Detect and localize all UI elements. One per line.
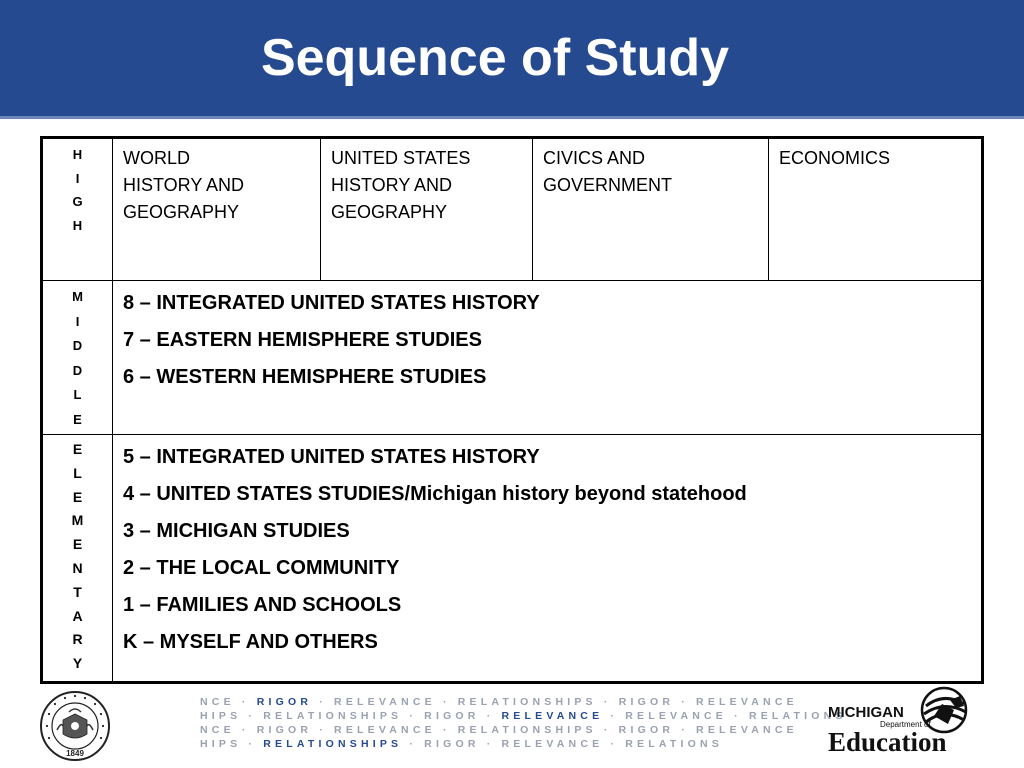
- tagline-row: [200, 737, 780, 751]
- logo-education: Education: [828, 727, 947, 757]
- grade-item: 2 – THE LOCAL COMMUNITY: [123, 557, 400, 579]
- level-letter: L: [73, 464, 82, 481]
- course-world-history: WORLD HISTORY AND GEOGRAPHY: [123, 148, 245, 222]
- logo-department: Department of: [880, 720, 931, 729]
- course-economics: ECONOMICS: [779, 148, 891, 168]
- tagline-text: HIPS ·: [200, 738, 264, 750]
- tagline-text: · RELEVANCE · RELATIONS: [603, 710, 847, 722]
- tagline-text: · RIGOR · RELEVANCE · RELATIONS: [402, 738, 723, 750]
- level-letter: N: [72, 559, 83, 576]
- tagline-highlight: RELATIONSHIPS: [263, 738, 403, 750]
- grade-item: 4 – UNITED STATES STUDIES/Michigan history beyond statehood: [123, 483, 747, 505]
- level-letter: E: [73, 411, 82, 427]
- course-cell: [533, 138, 769, 281]
- tagline-row: [200, 723, 798, 737]
- grade-item: 5 – INTEGRATED UNITED STATES HISTORY: [123, 446, 540, 468]
- grade-item: 1 – FAMILIES AND SCHOOLS: [123, 594, 402, 616]
- level-letters-middle: [43, 281, 112, 432]
- high-school-row: [42, 138, 983, 281]
- level-letter: H: [72, 217, 83, 233]
- tagline: [200, 695, 847, 755]
- grade-item: K – MYSELF AND OTHERS: [123, 631, 378, 653]
- page-title: Sequence of Study: [260, 29, 730, 87]
- course-cell: [769, 138, 983, 281]
- level-letter: E: [72, 488, 83, 505]
- level-letter: Y: [72, 655, 83, 672]
- level-letter: I: [75, 313, 80, 329]
- footer: [0, 684, 1024, 768]
- grade-item: 7 – EASTERN HEMISPHERE STUDIES: [123, 329, 482, 351]
- grade-item: 3 – MICHIGAN STUDIES: [123, 520, 350, 542]
- level-cell-elementary: [42, 435, 113, 683]
- level-letter: E: [72, 536, 83, 553]
- tagline-highlight: RIGOR: [256, 696, 313, 708]
- tagline-text: NCE · RIGOR · RELEVANCE · RELATIONSHIPS · RIGOR · RELEVANCE: [200, 724, 798, 736]
- level-letters-high: [43, 139, 112, 237]
- tagline-text: HIPS · RELATIONSHIPS · RIGOR ·: [200, 710, 502, 722]
- tagline-highlight: RELEVANCE: [501, 710, 604, 722]
- level-letter: M: [72, 289, 83, 304]
- level-cell-high: [42, 138, 113, 281]
- level-letter: A: [72, 607, 83, 624]
- tagline-row: [200, 709, 847, 723]
- course-civics: CIVICS AND GOVERNMENT: [543, 148, 673, 195]
- mde-logo: [822, 684, 982, 768]
- level-letter: D: [72, 362, 83, 378]
- course-cell: [113, 138, 321, 281]
- middle-school-row: [42, 281, 983, 435]
- level-letter: I: [75, 170, 80, 186]
- state-seal-icon: [39, 690, 111, 762]
- level-letter: R: [72, 631, 83, 648]
- sequence-table: [40, 136, 984, 684]
- level-letters-elementary: [43, 435, 112, 676]
- course-cell: [321, 138, 533, 281]
- course-us-history: UNITED STATES HISTORY AND GEOGRAPHY: [331, 148, 471, 222]
- seal-year: 1849: [66, 749, 84, 758]
- grade-item: 6 – WESTERN HEMISPHERE STUDIES: [123, 366, 487, 388]
- grade-item: 8 – INTEGRATED UNITED STATES HISTORY: [123, 292, 540, 314]
- grade-list-middle: [113, 281, 981, 396]
- tagline-row: [200, 695, 798, 709]
- grades-cell-elementary: [113, 435, 983, 683]
- grades-cell-middle: [113, 281, 983, 435]
- level-letter: M: [71, 512, 84, 529]
- tagline-text: · RELEVANCE · RELATIONSHIPS · RIGOR · RELEVANCE: [312, 696, 798, 708]
- level-cell-middle: [42, 281, 113, 435]
- level-letter: G: [72, 194, 83, 209]
- level-letter: H: [72, 147, 83, 162]
- level-letter: E: [72, 441, 83, 457]
- level-letter: D: [72, 338, 83, 353]
- title-bar: [0, 0, 1024, 119]
- level-letter: T: [73, 583, 82, 600]
- tagline-text: NCE ·: [200, 696, 257, 708]
- elementary-row: [42, 435, 983, 683]
- level-letter: L: [73, 387, 82, 402]
- grade-list-elementary: [113, 435, 981, 661]
- logo-michigan: MICHIGAN: [828, 704, 904, 721]
